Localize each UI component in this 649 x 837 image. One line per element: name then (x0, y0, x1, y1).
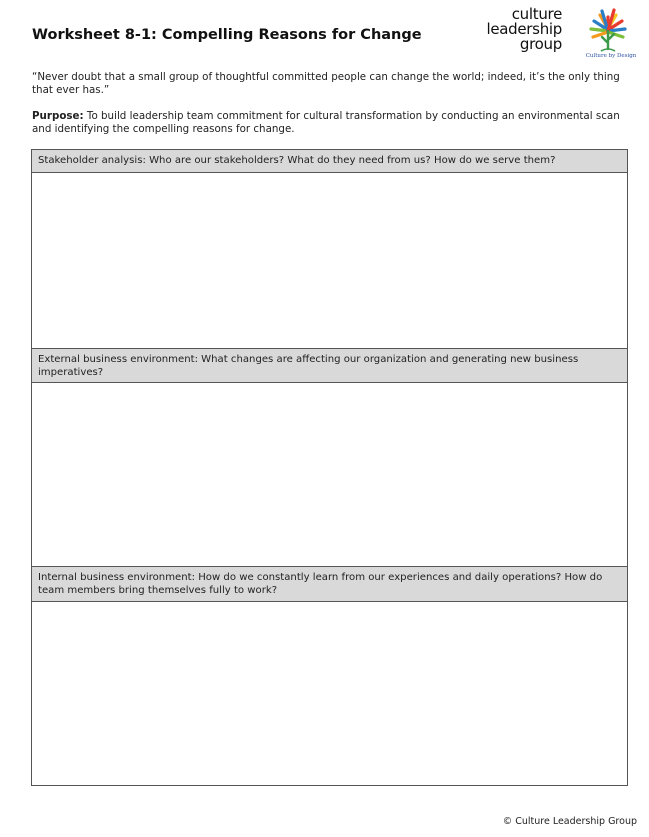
logo-wordmark (486, 7, 562, 52)
purpose-paragraph (32, 110, 622, 136)
culture-leadership-group-logo (486, 7, 636, 65)
answer-area-stakeholder[interactable] (32, 173, 627, 349)
copyright-footer: © Culture Leadership Group (502, 816, 637, 827)
logo-tagline: Culture by Design (585, 53, 637, 59)
worksheet-table (31, 149, 628, 786)
worksheet-title: Worksheet 8-1: Compelling Reasons for Change (32, 27, 422, 43)
answer-area-external[interactable] (32, 383, 627, 567)
section-heading-stakeholder: Stakeholder analysis: Who are our stakeholders? What do they need from us? How do we serve them? (32, 150, 627, 173)
tree-icon (583, 7, 633, 57)
purpose-text: To build leadership team commitment for cultural transformation by conducting an environmental scan and identifying the compelling reasons for change. (32, 110, 620, 135)
answer-area-internal[interactable] (32, 602, 627, 785)
section-heading-external: External business environment: What changes are affecting our organization and generating new business imperatives? (32, 348, 627, 383)
section-heading-internal: Internal business environment: How do we constantly learn from our experiences and daily operations? How do team members bring themselves fully to work? (32, 566, 627, 602)
logo-line-2: leadership (486, 20, 562, 38)
purpose-label: Purpose: (32, 110, 84, 122)
logo-line-3: group (519, 35, 562, 53)
logo-line-1: culture (511, 5, 562, 23)
quote-text: “Never doubt that a small group of thoughtful committed people can change the world; indeed, it’s the only thing that ever has.” (32, 71, 620, 96)
